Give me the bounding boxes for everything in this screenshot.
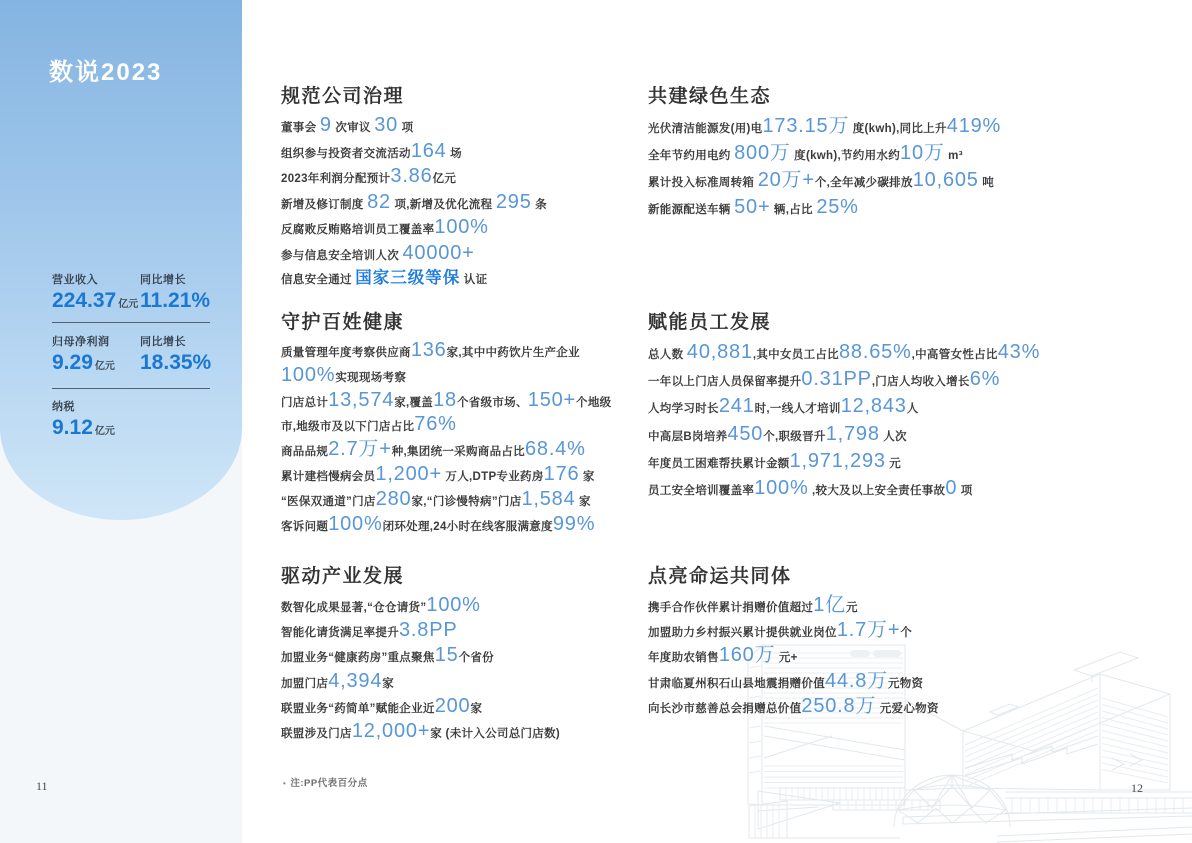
stat-text: 加盟业务“健康药房”重点聚焦 — [281, 652, 435, 665]
stat-text: 闭环处理,24小时在线客服满意度 — [382, 520, 553, 533]
stat-text: 人均学习时长 — [648, 403, 719, 416]
stat-line — [648, 168, 1088, 195]
stat-text: 万人,DTP专业药房 — [441, 470, 544, 483]
stat-text: 人 — [906, 403, 919, 416]
stat-line — [648, 195, 1088, 222]
stat-highlight-value: 1,200+ — [375, 462, 442, 485]
stat-line — [648, 695, 1088, 720]
stat-text: 年度员工困难帮扶累计金额 — [648, 457, 790, 470]
stat-highlight-value: 50+ — [734, 196, 771, 218]
stat-value — [52, 351, 140, 375]
stat-text: 中高层B岗培养 — [648, 430, 728, 443]
stat-highlight-value: 0.31PP — [801, 368, 872, 391]
stat-highlight-value: 164 — [410, 139, 447, 162]
sidebar-divider — [52, 388, 210, 389]
section-title-employee: 赋能员工发展 — [648, 312, 772, 333]
stat-text: m³ — [944, 150, 963, 162]
stat-text: 携手合作伙伴累计捐赠价值超过 — [648, 602, 814, 614]
stat-tax — [52, 398, 222, 440]
stat-text: 项 — [398, 122, 414, 134]
page-number-left: 11 — [36, 779, 48, 793]
section-title-community: 点亮命运共同体 — [648, 566, 792, 587]
stat-label: 纳税 — [52, 401, 75, 413]
stat-highlight-value: 1,798 — [825, 422, 880, 445]
stat-highlight-value: 20万+ — [757, 169, 815, 191]
stat-line — [648, 619, 1088, 644]
stat-text: 新增及修订制度 — [281, 198, 368, 211]
section-title-health: 守护百姓健康 — [281, 312, 405, 333]
bullet-icon: • — [283, 779, 287, 788]
stat-text: 光伏清洁能源发(用)电 — [648, 123, 763, 135]
stat-cell — [140, 333, 222, 375]
stat-cell — [52, 333, 140, 375]
stat-highlight-value: 176 — [543, 462, 580, 485]
stat-text: 家,“门诊慢特病”门店 — [411, 495, 522, 508]
stat-highlight-value: 250.8万 — [801, 694, 877, 717]
stat-text: 辆,占比 — [770, 204, 817, 216]
stat-text: 人次 — [879, 430, 907, 443]
stat-highlight-value: 76% — [414, 413, 457, 436]
stat-text: 市,地级市及以下门店占比 — [281, 421, 415, 434]
stat-cell — [52, 271, 140, 313]
stat-highlight-value: 88.65% — [839, 341, 912, 363]
stat-highlight-value: 6% — [969, 368, 1001, 391]
stat-text: 累计建档慢病会员 — [281, 470, 376, 483]
sidebar-title: 数说2023 — [49, 59, 163, 86]
stat-highlight-value: 173.15万 — [762, 115, 850, 137]
stat-text: 反腐败反贿赂培训员工覆盖率 — [281, 224, 435, 236]
stat-line — [281, 514, 721, 539]
stat-line — [648, 476, 1088, 503]
stat-text: 元+ — [775, 652, 798, 665]
stat-highlight-value: 2.7万+ — [328, 438, 392, 461]
section-title-governance: 规范公司治理 — [281, 86, 405, 107]
stat-text: 认证 — [460, 274, 488, 286]
stat-text: 家 — [575, 495, 591, 508]
stat-line — [648, 422, 1088, 449]
stat-highlight-value: 100% — [328, 512, 383, 535]
stat-highlight-value: 800万 — [734, 142, 791, 164]
stat-highlight-value: 12,000+ — [351, 720, 431, 743]
stat-highlight-value: 1,971,293 — [789, 449, 886, 472]
stat-text: 家 — [382, 677, 395, 690]
stat-text: 时,一线人才培训 — [754, 403, 841, 416]
stat-highlight-value: 241 — [718, 395, 755, 418]
stat-text: 家 (未计入公司总门店数) — [430, 728, 561, 741]
stat-highlight-value: 280 — [375, 487, 412, 510]
stat-highlight-value: 15 — [434, 644, 459, 667]
footnote-text: 注:PP代表百分点 — [290, 778, 368, 789]
stat-text: 全年节约用电约 — [648, 150, 735, 162]
stat-highlight-value: 3.86 — [390, 165, 433, 187]
stat-text: 个,全年减少碳排放 — [814, 177, 913, 189]
stat-value — [140, 289, 222, 313]
stat-text: 次审议 — [331, 122, 375, 134]
stat-text: 加盟助力乡村振兴累计提供就业岗位 — [648, 627, 837, 640]
dome-illustration — [894, 775, 1010, 827]
stat-highlight-value: 国家三级等保 — [355, 269, 461, 287]
stat-line — [281, 242, 721, 268]
stat-text: 组织参与投资者交流活动 — [281, 147, 411, 160]
stat-value — [140, 351, 222, 375]
stat-text: ,较大及以上安全责任事故 — [808, 485, 946, 498]
stat-cell — [52, 398, 140, 440]
section-employee — [648, 312, 1088, 503]
stat-number: 224.37 — [52, 289, 117, 312]
walkway-illustration — [903, 792, 1192, 842]
stat-line — [648, 394, 1088, 421]
stat-highlight-value: 200 — [434, 694, 471, 717]
stat-highlight-value: 13,574 — [328, 388, 395, 411]
stat-text: 质量管理年度考察供应商 — [281, 347, 411, 359]
stat-highlight-value: 82 — [367, 190, 391, 213]
stat-text: 个地级 — [576, 396, 612, 409]
stat-highlight-value: 100% — [281, 363, 336, 386]
stat-number: 9.29 — [52, 351, 93, 374]
page-number-right: 12 — [1131, 781, 1143, 795]
stat-highlight-value: 136 — [410, 339, 447, 361]
stat-label: 同比增长 — [140, 274, 186, 286]
stat-highlight-value: 10万 — [900, 142, 945, 164]
stat-net-profit — [52, 333, 222, 375]
stat-text: 吨 — [978, 177, 995, 189]
stat-line — [281, 720, 721, 745]
stat-text: 新能源配送车辆 — [648, 204, 735, 216]
stat-text: 家 — [579, 470, 595, 483]
stat-text: 一年以上门店人员保留率提升 — [648, 376, 802, 389]
stat-text: 智能化请货满足率提升 — [281, 627, 399, 640]
stat-text: 信息安全通过 — [281, 274, 356, 286]
stat-line — [648, 340, 1088, 367]
stat-highlight-value: 160万 — [718, 644, 776, 667]
stat-highlight-value: 100% — [754, 477, 809, 500]
stat-number: 11.21% — [140, 289, 211, 312]
stat-label: 营业收入 — [52, 274, 98, 286]
stat-text: 实现现场考察 — [335, 371, 407, 384]
stat-text: 亿元 — [432, 173, 457, 185]
stat-value — [52, 289, 140, 313]
stat-highlight-value: 1.7万+ — [836, 619, 901, 642]
section-community — [648, 566, 1088, 720]
stat-unit: 亿元 — [118, 299, 139, 310]
stat-text: 项,新增及优化流程 — [390, 198, 496, 211]
stat-highlight-value: 99% — [552, 512, 596, 535]
stat-highlight-value: 450 — [727, 422, 764, 445]
stat-text: 种,集团统一采购商品占比 — [391, 446, 525, 459]
stat-unit: 亿元 — [94, 426, 115, 437]
stat-text: 条 — [531, 198, 547, 211]
stat-highlight-value: 44.8万 — [825, 669, 888, 692]
stat-highlight-value: 1亿 — [813, 594, 846, 616]
stat-highlight-value: 18 — [433, 388, 457, 411]
stat-text: 家,覆盖 — [394, 396, 434, 409]
stat-line — [648, 114, 1088, 141]
stat-text: 董事会 — [281, 122, 320, 134]
section-title-green: 共建绿色生态 — [648, 86, 772, 107]
stat-highlight-value: 43% — [997, 341, 1041, 363]
stat-line — [648, 141, 1088, 168]
stat-highlight-value: 10,605 — [912, 169, 979, 191]
stat-unit: 亿元 — [94, 361, 115, 372]
stat-highlight-value: 30 — [374, 114, 399, 136]
stat-text: 加盟门店 — [281, 677, 329, 690]
stat-highlight-value: 1,584 — [521, 487, 576, 510]
stat-revenue — [52, 271, 222, 313]
stat-text: 总人数 — [648, 349, 687, 361]
stat-line — [648, 644, 1088, 669]
stat-line — [648, 594, 1088, 619]
stat-text: 家,其中中药饮片生产企业 — [446, 347, 580, 359]
stat-value — [52, 416, 140, 440]
stat-text: 员工安全培训覆盖率 — [648, 485, 755, 498]
footnote — [283, 775, 368, 789]
stat-text: 向长沙市慈善总会捐赠总价值 — [648, 702, 802, 715]
stat-text: 个 — [900, 627, 913, 640]
stat-text: 年度助农销售 — [648, 652, 719, 665]
stat-text: 联盟涉及门店 — [281, 728, 352, 741]
stat-text: 2023年利润分配预计 — [281, 173, 391, 185]
stat-highlight-value: 295 — [495, 190, 532, 213]
stat-line — [648, 670, 1088, 695]
stat-highlight-value: 40000+ — [402, 241, 475, 264]
stat-highlight-value: 4,394 — [328, 669, 383, 692]
stat-text: 个,职级晋升 — [763, 430, 826, 443]
stat-number: 9.12 — [52, 416, 93, 439]
stat-text: ,中高管女性占比 — [911, 349, 998, 361]
section-green — [648, 86, 1088, 222]
stat-text: ,门店人均收入增长 — [871, 376, 970, 389]
stat-highlight-value: 100% — [426, 594, 481, 616]
stat-number: 18.35% — [140, 351, 212, 374]
stat-highlight-value: 12,843 — [840, 395, 907, 418]
stat-highlight-value: 150+ — [527, 388, 577, 411]
sidebar-divider — [52, 322, 210, 323]
stat-highlight-value: 40,881 — [686, 341, 753, 363]
stat-text: 商品品规 — [281, 446, 329, 459]
stat-text: 度(kwh),节约用水约 — [790, 150, 901, 162]
stat-text: 个省份 — [458, 652, 494, 665]
stat-highlight-value: 3.8PP — [399, 619, 458, 642]
stat-text: 家 — [470, 702, 483, 715]
stat-text: 项 — [957, 485, 973, 498]
stat-text: 度(kwh),同比上升 — [849, 123, 947, 135]
stat-cell — [140, 271, 222, 313]
stat-highlight-value: 419% — [946, 115, 1002, 137]
stat-text: “医保双通道”门店 — [281, 495, 376, 508]
stat-text: 场 — [446, 147, 462, 160]
stat-text: 元 — [845, 602, 858, 614]
stat-label: 归母净利润 — [52, 336, 110, 348]
stat-text: ,其中女员工占比 — [752, 349, 839, 361]
stat-text: 累计投入标准周转箱 — [648, 177, 758, 189]
stat-highlight-value: 68.4% — [524, 438, 586, 461]
stat-label: 同比增长 — [140, 336, 186, 348]
stat-line — [648, 367, 1088, 394]
stat-text: 元物资 — [887, 677, 924, 690]
stat-highlight-value: 0 — [945, 477, 958, 500]
stat-text: 甘肃临夏州积石山县地震捐赠价值 — [648, 677, 825, 690]
stat-text: 个省级市场、 — [456, 396, 528, 409]
stat-text: 元 — [885, 457, 902, 470]
stat-text: 参与信息安全培训人次 — [281, 249, 403, 262]
stat-text: 元爱心物资 — [876, 702, 939, 715]
section-title-industry: 驱动产业发展 — [281, 566, 405, 587]
stat-highlight-value: 100% — [434, 216, 489, 238]
stat-line — [281, 267, 721, 292]
stat-highlight-value: 25% — [816, 196, 859, 218]
stat-highlight-value: 9 — [319, 114, 332, 136]
stat-text: 客诉问题 — [281, 520, 329, 533]
stat-text: 门店总计 — [281, 396, 329, 409]
stat-text: 联盟业务“药简单”赋能企业近 — [281, 702, 435, 715]
stat-line — [648, 449, 1088, 476]
stat-text: 数智化成果显著,“仓仓请货” — [281, 602, 427, 614]
